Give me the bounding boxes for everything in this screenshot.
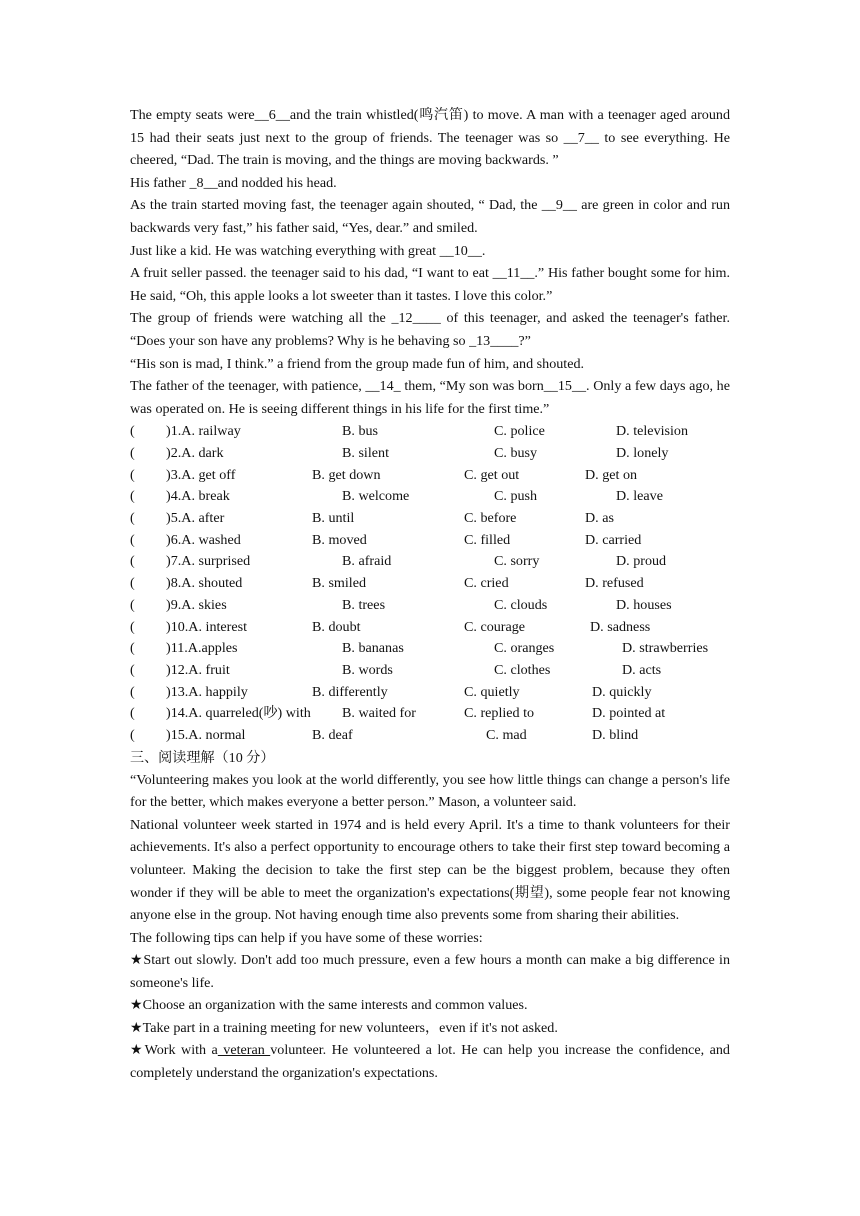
question-stem: )13.A. happily bbox=[166, 683, 248, 700]
option-c: C. cried bbox=[464, 575, 509, 592]
cloze-paragraph: The empty seats were__6__and the train whistled(鸣汽笛) to move. A man with a teenager aged around 15 had their seats just next to the group of friends. The teenager was so __7__ to see everything. He cheered, “Dad. The train is moving, and the things are moving backwards. ” bbox=[130, 107, 730, 169]
question-stem: )1.A. railway bbox=[166, 423, 241, 440]
tip-text: volunteer. He volunteered a lot. He can help you increase the confidence, and completely understand the organization's expectations. bbox=[130, 1042, 730, 1081]
option-c: C. oranges bbox=[494, 640, 555, 657]
option-c: C. busy bbox=[494, 445, 538, 461]
option-d: D. pointed at bbox=[592, 705, 666, 722]
question-stem: )9.A. skies bbox=[166, 596, 227, 613]
option-d: D. television bbox=[616, 423, 689, 440]
answer-paren: ( bbox=[130, 445, 135, 461]
option-c: C. quietly bbox=[464, 683, 520, 700]
question-row bbox=[130, 465, 730, 487]
option-c: C. police bbox=[494, 423, 545, 440]
answer-paren: ( bbox=[130, 661, 135, 678]
question-stem: )7.A. surprised bbox=[166, 553, 251, 570]
cloze-paragraph: His father _8__and nodded his head. bbox=[130, 174, 337, 191]
tip-item bbox=[130, 1039, 730, 1084]
option-b: B. afraid bbox=[342, 553, 392, 570]
answer-paren: ( bbox=[130, 488, 135, 505]
underlined-word: veteran bbox=[217, 1042, 271, 1059]
question-row bbox=[130, 443, 730, 465]
option-d: D. refused bbox=[585, 575, 644, 592]
answer-paren: ( bbox=[130, 553, 135, 570]
question-stem: )15.A. normal bbox=[166, 726, 246, 743]
question-stem: )14.A. quarreled(吵) with bbox=[166, 705, 311, 722]
question-stem: )11.A.apples bbox=[166, 640, 238, 657]
option-c: C. get out bbox=[464, 466, 520, 483]
cloze-paragraph: Just like a kid. He was watching everything with great __10__. bbox=[130, 242, 486, 259]
option-b: B. moved bbox=[312, 531, 367, 548]
option-c: C. filled bbox=[464, 531, 511, 548]
option-b: B. differently bbox=[312, 683, 388, 700]
question-row bbox=[130, 660, 730, 682]
document-page bbox=[130, 104, 730, 1084]
question-stem: )4.A. break bbox=[166, 488, 230, 505]
option-d: D. strawberries bbox=[622, 640, 709, 657]
question-row bbox=[130, 421, 730, 443]
tip-text: ★Work with a bbox=[130, 1042, 218, 1059]
option-d: D. leave bbox=[616, 488, 663, 505]
question-row bbox=[130, 551, 730, 573]
answer-paren: ( bbox=[130, 423, 135, 440]
option-b: B. words bbox=[342, 661, 393, 678]
option-b: B. get down bbox=[312, 466, 381, 483]
question-stem: )3.A. get off bbox=[166, 466, 236, 483]
option-b: B. deaf bbox=[312, 726, 353, 743]
cloze-paragraph: The group of friends were watching all the _12____ of this teenager, and asked the teenager's father. “Does your son have any problems? Why is he behaving so _13____?” bbox=[130, 310, 730, 349]
question-row bbox=[130, 508, 730, 530]
option-b: B. bus bbox=[342, 423, 379, 440]
question-row bbox=[130, 703, 730, 725]
question-row bbox=[130, 486, 730, 508]
answer-paren: ( bbox=[130, 531, 135, 548]
option-c: C. before bbox=[464, 510, 517, 527]
option-d: D. quickly bbox=[592, 683, 652, 700]
cloze-paragraph: A fruit seller passed. the teenager said to his dad, “I want to eat __11__.” His father bought some for him. He said, “Oh, this apple looks a lot sweeter than it tastes. I love this color.” bbox=[130, 265, 730, 304]
reading-paragraph: The following tips can help if you have some of these worries: bbox=[130, 929, 483, 946]
reading-passage bbox=[130, 769, 730, 1085]
option-c: C. push bbox=[494, 488, 538, 505]
option-b: B. until bbox=[312, 510, 355, 527]
option-d: D. blind bbox=[592, 726, 639, 743]
option-d: D. houses bbox=[616, 596, 672, 613]
tip-item: ★Take part in a training meeting for new volunteers，even if it's not asked. bbox=[130, 1019, 558, 1036]
tip-item: ★Choose an organization with the same interests and common values. bbox=[130, 997, 528, 1014]
answer-paren: ( bbox=[130, 726, 135, 743]
question-list bbox=[130, 421, 730, 746]
question-row bbox=[130, 617, 730, 639]
answer-paren: ( bbox=[130, 596, 135, 613]
answer-paren: ( bbox=[130, 683, 135, 700]
answer-paren: ( bbox=[130, 510, 135, 527]
question-row bbox=[130, 530, 730, 552]
cloze-paragraph: As the train started moving fast, the teenager again shouted, “ Dad, the __9__ are green in color and run backwards very fast,” his father said, “Yes, dear.” and smiled. bbox=[130, 197, 730, 236]
option-b: B. doubt bbox=[312, 618, 361, 635]
question-stem: )8.A. shouted bbox=[166, 575, 243, 592]
question-row bbox=[130, 595, 730, 617]
section-title: 三、阅读理解（10 分） bbox=[130, 749, 275, 766]
option-c: C. courage bbox=[464, 618, 526, 635]
option-d: D. sadness bbox=[590, 618, 651, 635]
option-c: C. clouds bbox=[494, 596, 548, 613]
reading-paragraph: “Volunteering makes you look at the world differently, you see how little things can change a person's life for the better, which makes everyone a better person.” Mason, a volunteer said. bbox=[130, 771, 730, 811]
question-row bbox=[130, 638, 730, 660]
option-b: B. silent bbox=[342, 445, 389, 461]
question-stem: )2.A. dark bbox=[166, 445, 224, 461]
reading-paragraph: National volunteer week started in 1974 and is held every April. It's a time to thank volunteers for their achievements. It's also a perfect opportunity to encourage others to take their first step toward becoming a volunteer. Making the decision to take the first step can be the biggest problem, because they often wonder if they will be able to meet the organization's expectations(期望), some people fear not knowing anyone else in the group. Not having enough time also prevents some from sharing their abilities. bbox=[130, 816, 730, 924]
question-stem: )6.A. washed bbox=[166, 531, 241, 548]
cloze-paragraph: The father of the teenager, with patience, __14_ them, “My son was born__15__. Only a few days ago, he was operated on. He is seeing different things in his life for the first time.” bbox=[130, 378, 730, 417]
option-b: B. waited for bbox=[342, 705, 416, 722]
question-row bbox=[130, 573, 730, 595]
option-d: D. as bbox=[585, 510, 614, 527]
option-d: D. lonely bbox=[616, 445, 669, 461]
answer-paren: ( bbox=[130, 618, 135, 635]
question-row bbox=[130, 725, 730, 747]
option-d: D. proud bbox=[616, 553, 667, 570]
option-b: B. bananas bbox=[342, 640, 404, 657]
cloze-paragraph: “His son is mad, I think.” a friend from the group made fun of him, and shouted. bbox=[130, 355, 585, 372]
option-d: D. get on bbox=[585, 466, 638, 483]
option-b: B. welcome bbox=[342, 488, 410, 505]
question-stem: )5.A. after bbox=[166, 510, 225, 527]
question-stem: )10.A. interest bbox=[166, 618, 248, 635]
option-c: C. sorry bbox=[494, 553, 540, 570]
option-b: B. trees bbox=[342, 596, 386, 613]
option-c: C. replied to bbox=[464, 705, 535, 722]
option-c: C. mad bbox=[486, 726, 527, 743]
answer-paren: ( bbox=[130, 466, 135, 483]
tips-list bbox=[130, 949, 730, 1084]
option-b: B. smiled bbox=[312, 575, 367, 592]
option-c: C. clothes bbox=[494, 661, 551, 678]
answer-paren: ( bbox=[130, 575, 135, 592]
question-row bbox=[130, 682, 730, 704]
option-d: D. carried bbox=[585, 531, 642, 548]
option-d: D. acts bbox=[622, 661, 662, 678]
answer-paren: ( bbox=[130, 640, 135, 657]
question-stem: )12.A. fruit bbox=[166, 661, 230, 678]
answer-paren: ( bbox=[130, 705, 135, 722]
tip-item: ★Start out slowly. Don't add too much pressure, even a few hours a month can make a big difference in someone's life. bbox=[130, 952, 730, 991]
